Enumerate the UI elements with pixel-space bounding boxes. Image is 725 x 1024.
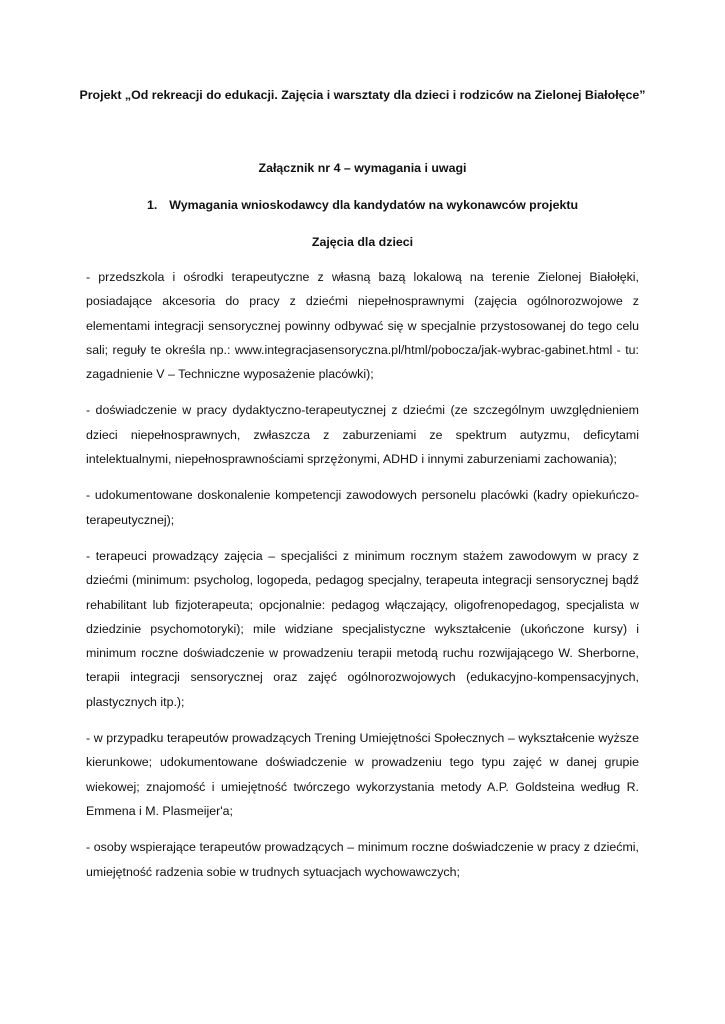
paragraph: - udokumentowane doskonalenie kompetencji zawodowych personelu placówki (kadry opiekuńczo-terapeutycznej); [86, 488, 639, 527]
paragraph: - terapeuci prowadzący zajęcia – specjaliści z minimum rocznym stażem zawodowym w pracy z dziećmi (minimum: psycholog, logopeda, pedagog specjalny, terapeuta integracji sensorycznej bądź rehabilitant lub fizjoterapeuta; opcjonalnie: pedagog włączający, oligofrenopedagog, specjalista w dziedzinie psychomotoryki); mile widziane specjalistyczne wykształcenie (ukończone kursy) i minimum roczne doświadczenie w prowadzeniu terapii metodą ruchu rozwijającego W. Sherborne, terapii integracji sensorycznej oraz zajęć ogólnorozwojowych (edukacyjno-kompensacyjnych, plastycznych itp.); [86, 548, 639, 709]
section-heading [0, 196, 725, 214]
annex-title: Załącznik nr 4 – wymagania i uwagi [258, 161, 467, 175]
document-title: Projekt „Od rekreacji do edukacji. Zajęcia i warsztaty dla dzieci i rodziców na Zielonej Białołęce” [79, 88, 646, 102]
paragraph: - w przypadku terapeutów prowadzących Trening Umiejętności Społecznych – wykształcenie wyższe kierunkowe; udokumentowane doświadczenie w prowadzeniu tego typu zajęć w danej grupie wiekowej; znajomość i umiejętność twórczego wykorzystania metody A.P. Goldsteina według R. Emmena i M. Plasmeijer'a; [86, 731, 639, 818]
paragraph: - osoby wspierające terapeutów prowadzących – minimum roczne doświadczenie w pracy z dziećmi, umiejętność radzenia sobie w trudnych sytuacjach wychowawczych; [86, 840, 639, 879]
paragraph: - doświadczenie w pracy dydaktyczno-terapeutycznej z dziećmi (ze szczególnym uwzględnieniem dzieci niepełnosprawnych, zwłaszcza z zaburzeniami ze spektrum autyzmu, deficytami intelektualnymi, niepełnosprawnościami sprzężonymi, ADHD i innymi zaburzeniami zachowania); [86, 403, 639, 467]
section-number: 1. [146, 198, 158, 212]
paragraph: - przedszkola i ośrodki terapeutyczne z własną bazą lokalową na terenie Zielonej Białołęki, posiadające akcesoria do pracy z dziećmi niepełnosprawnymi (zajęcia ogólnorozwojowe z elementami integracji sensorycznej powinny odbywać się w specjalnie przystosowanej do tego celu sali; reguły te określa np.: www.integracjasensoryczna.pl/html/pobocza/jak-wybrac-gabinet.html - tu: zagadnienie V – Techniczne wyposażenie placówki); [86, 270, 639, 382]
subsection-title: Zajęcia dla dzieci [311, 235, 414, 249]
document-body [86, 265, 639, 896]
section-title: Wymagania wnioskodawcy dla kandydatów na wykonawców projektu [169, 198, 579, 212]
